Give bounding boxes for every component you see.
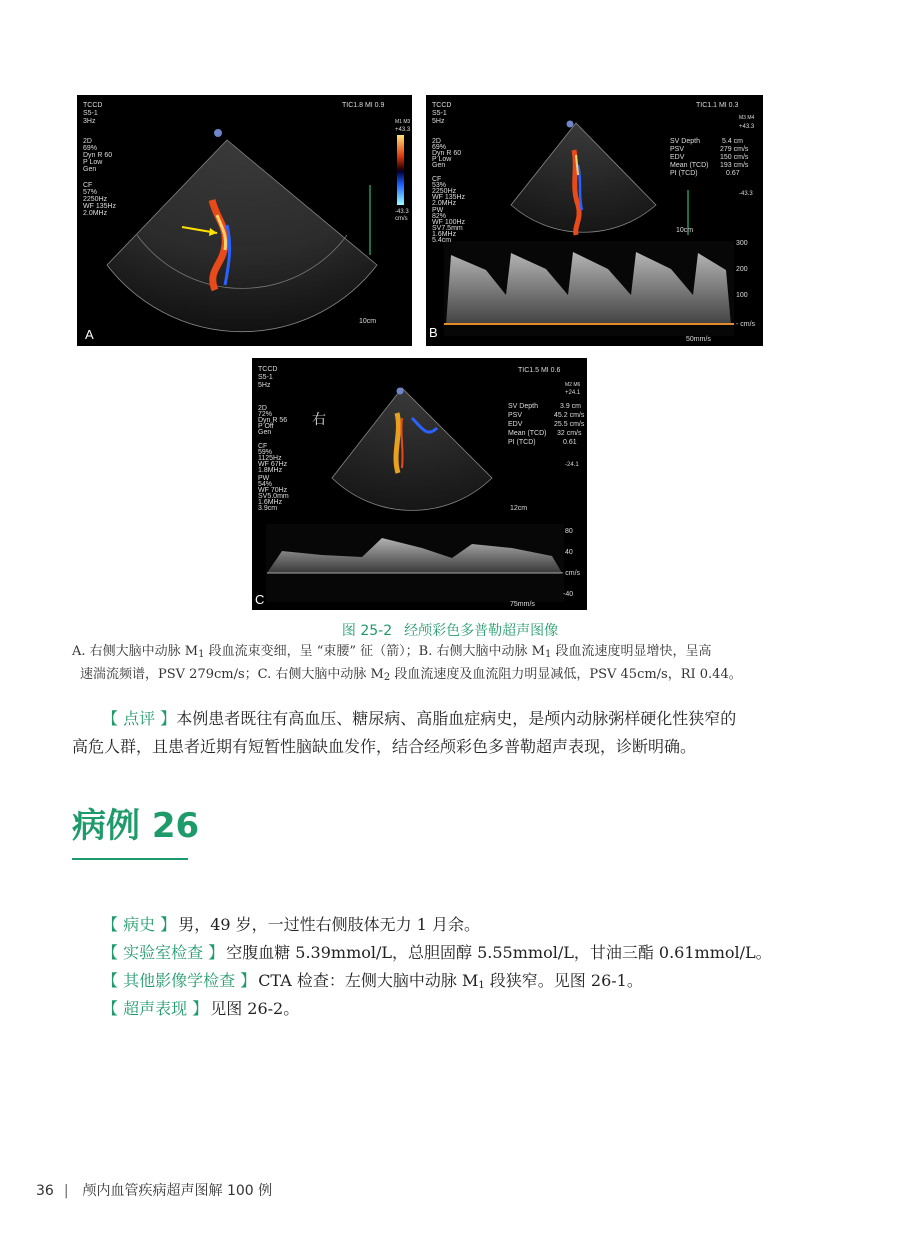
svg-text:1125Hz: 1125Hz (258, 455, 282, 462)
svg-text:PI (TCD): PI (TCD) (670, 170, 698, 177)
svg-text:82%: 82% (432, 213, 447, 220)
panel-c-params (258, 405, 289, 512)
panel-b-corner: M3 M4 (739, 115, 755, 121)
panel-b-scale-bottom: -43.3 (739, 191, 753, 197)
svg-text:3.9cm: 3.9cm (258, 505, 278, 512)
svg-text:200: 200 (736, 266, 748, 273)
svg-text:25.5 cm/s: 25.5 cm/s (554, 421, 585, 428)
panel-b-spectrum-ticks (736, 240, 756, 328)
svg-text:69%: 69% (432, 144, 447, 151)
panel-b-header-l1: TCCD (432, 102, 452, 109)
book-title: 颅内血管疾病超声图解 100 例 (82, 1183, 273, 1199)
panel-c-side-label: 右 (312, 412, 326, 428)
panel-b-sweep: 50mm/s (686, 336, 711, 343)
svg-text:CF: CF (258, 443, 268, 450)
panel-a-depth: 10cm (359, 318, 377, 325)
svg-text:P Low: P Low (83, 159, 103, 166)
imaging-sub: 1 (478, 980, 485, 991)
panel-a-image (77, 95, 412, 346)
svg-text:- cm/s: - cm/s (736, 321, 756, 328)
panel-b-scale-top: +43.3 (739, 124, 755, 130)
svg-text:P Low: P Low (432, 156, 452, 163)
svg-text:300: 300 (736, 240, 748, 247)
ultrasound-panel-b (426, 95, 763, 346)
comment-paragraph (72, 705, 792, 761)
case-title: 病例 26 (72, 806, 200, 846)
caption-l2-b: 段血流速度及血流阻力明显减低，PSV 45cm/s，RI 0.44。 (390, 667, 742, 682)
panel-c-header-l1: TCCD (258, 366, 278, 373)
panel-b-image (426, 95, 763, 346)
panel-b-measurements (670, 138, 749, 177)
svg-text:32 cm/s: 32 cm/s (557, 430, 582, 437)
case-title-underline (72, 858, 188, 860)
caption-sub-a: 1 (198, 649, 205, 660)
svg-text:WF 135Hz: WF 135Hz (83, 203, 117, 210)
svg-text:2.0MHz: 2.0MHz (83, 210, 108, 217)
caption-sub-c: 2 (383, 672, 391, 683)
svg-text:SV5.0mm: SV5.0mm (258, 493, 289, 500)
svg-text:2D: 2D (258, 405, 267, 412)
lab-text: 空腹血糖 5.39mmol/L，总胆固醇 5.55mmol/L，甘油三酯 0.61mmol/L。 (226, 943, 772, 962)
imaging-text-a: CTA 检查：左侧大脑中动脉 M (258, 971, 479, 990)
ultrasound-label: 【 超声表现 】 (102, 999, 209, 1018)
svg-text:2D: 2D (83, 138, 92, 145)
svg-text:-40: -40 (563, 591, 574, 598)
svg-text:45.2 cm/s: 45.2 cm/s (554, 412, 585, 419)
svg-text:Mean (TCD): Mean (TCD) (670, 162, 709, 169)
svg-text:2.0MHz: 2.0MHz (432, 200, 457, 207)
caption-l1-a: A. 右侧大脑中动脉 M (72, 644, 199, 659)
svg-text:WF 100Hz: WF 100Hz (432, 219, 466, 226)
svg-text:CF: CF (83, 182, 93, 189)
svg-text:193 cm/s: 193 cm/s (720, 162, 749, 169)
panel-c-sweep: 75mm/s (510, 601, 535, 608)
svg-text:279 cm/s: 279 cm/s (720, 146, 749, 153)
svg-text:Dyn R 56: Dyn R 56 (258, 417, 288, 424)
svg-text:EDV: EDV (670, 154, 685, 161)
svg-text:2D: 2D (432, 138, 441, 145)
panel-a-header-l3: 3Hz (83, 118, 96, 125)
svg-text:5.4 cm: 5.4 cm (722, 138, 744, 145)
panel-c-scale-top: +24.1 (565, 390, 581, 396)
svg-text:1.6MHz: 1.6MHz (432, 231, 457, 238)
svg-text:2250Hz: 2250Hz (432, 188, 457, 195)
panel-b-params (432, 138, 466, 244)
svg-text:SV Depth: SV Depth (508, 403, 538, 410)
svg-text:P Off: P Off (258, 423, 274, 430)
panel-c-header-l2: S5-1 (258, 374, 273, 381)
svg-text:100: 100 (736, 292, 748, 299)
svg-text:Gen: Gen (83, 166, 97, 173)
history-text: 男，49 岁，一过性右侧肢体无力 1 月余。 (178, 915, 480, 934)
panel-c-scale-bottom: -24.1 (565, 462, 579, 468)
lab-label: 【 实验室检查 】 (102, 943, 225, 962)
caption-l1-c: 段血流速度明显增快，呈高 (551, 644, 712, 659)
page-number: 36 (36, 1183, 54, 1199)
svg-text:1.6MHz: 1.6MHz (258, 499, 283, 506)
svg-text:PW: PW (258, 475, 270, 482)
panel-b-header-l2: S5-1 (432, 110, 447, 117)
panel-c-corner: M2 M6 (565, 382, 581, 388)
panel-c-header-right: TIC1.5 MI 0.6 (518, 367, 561, 374)
svg-text:59%: 59% (258, 449, 273, 456)
panel-a-scale-bottom: -43.3 (395, 209, 409, 215)
svg-text:Dyn R 60: Dyn R 60 (432, 150, 462, 157)
svg-text:Gen: Gen (258, 429, 272, 436)
svg-text:WF 67Hz: WF 67Hz (258, 461, 288, 468)
svg-text:- cm/s: - cm/s (561, 570, 581, 577)
caption-l2-a: 速湍流频谱，PSV 279cm/s；C. 右侧大脑中动脉 M (80, 667, 384, 682)
panel-b-depth: 10cm (676, 227, 694, 234)
panel-a-scale-unit: cm/s (395, 216, 408, 222)
svg-text:80: 80 (565, 528, 573, 535)
panel-c-image (252, 358, 587, 610)
figure-caption-title (0, 620, 900, 640)
svg-text:54%: 54% (258, 481, 273, 488)
svg-text:72%: 72% (258, 411, 273, 418)
svg-text:SV Depth: SV Depth (670, 138, 700, 145)
svg-text:WF 70Hz: WF 70Hz (258, 487, 288, 494)
history-line (102, 912, 480, 938)
figure-caption-line-1 (72, 641, 772, 666)
imaging-text-b: 段狭窄。见图 26-1。 (484, 971, 643, 990)
svg-text:SV7.5mm: SV7.5mm (432, 225, 463, 232)
svg-text:CF: CF (432, 176, 442, 183)
svg-text:WF 135Hz: WF 135Hz (432, 194, 466, 201)
panel-a-scale-top: +43.3 (395, 127, 411, 133)
svg-text:PI (TCD): PI (TCD) (508, 439, 536, 446)
svg-text:Dyn R 60: Dyn R 60 (83, 152, 113, 159)
ultrasound-panel-c (252, 358, 587, 610)
imaging-label: 【 其他影像学检查 】 (102, 971, 257, 990)
panel-b-letter: B (429, 325, 438, 340)
ultrasound-text: 见图 26-2。 (210, 999, 300, 1018)
panel-c-header-l3: 5Hz (258, 382, 271, 389)
svg-text:2250Hz: 2250Hz (83, 196, 108, 203)
figure-number: 图 25-2 (341, 623, 393, 639)
ultrasound-panel-a (77, 95, 412, 346)
svg-text:53%: 53% (432, 182, 447, 189)
svg-text:EDV: EDV (508, 421, 523, 428)
svg-text:PSV: PSV (508, 412, 523, 419)
svg-text:PW: PW (432, 207, 444, 214)
svg-text:5.4cm: 5.4cm (432, 237, 452, 244)
comment-line-1: 本例患者既往有高血压、糖尿病、高脂血症病史，是颅内动脉粥样硬化性狭窄的 (176, 709, 737, 728)
panel-a-params (83, 138, 117, 217)
panel-b-header-right: TIC1.1 MI 0.3 (696, 102, 739, 109)
comment-line-2: 高危人群，且患者近期有短暂性脑缺血发作，结合经颅彩色多普勒超声表现，诊断明确。 (72, 737, 697, 756)
svg-text:Gen: Gen (432, 162, 446, 169)
caption-sub-b: 1 (544, 649, 552, 660)
comment-label: 【 点评 】 (102, 709, 177, 728)
svg-text:57%: 57% (83, 189, 98, 196)
page-footer (36, 1180, 272, 1200)
svg-text:Mean (TCD): Mean (TCD) (508, 430, 547, 437)
panel-c-measurements (508, 403, 585, 446)
ultrasound-line (102, 996, 299, 1022)
caption-l1-b: 段血流束变细，呈 “束腰” 征（箭）；B. 右侧大脑中动脉 M (204, 644, 545, 659)
panel-c-depth: 12cm (510, 505, 528, 512)
imaging-line (102, 968, 643, 999)
svg-text:0.61: 0.61 (563, 439, 577, 446)
panel-a-corner: M1 M3 (395, 119, 411, 125)
panel-a-header-l2: S5-1 (83, 110, 98, 117)
svg-text:PSV: PSV (670, 146, 685, 153)
panel-a-header-right: TIC1.8 MI 0.9 (342, 102, 385, 109)
figure-caption-line-2 (80, 664, 780, 689)
svg-text:3.9 cm: 3.9 cm (560, 403, 582, 410)
svg-text:69%: 69% (83, 145, 98, 152)
panel-b-header-l3: 5Hz (432, 118, 445, 125)
history-label: 【 病史 】 (102, 915, 177, 934)
footer-separator: | (63, 1183, 69, 1199)
svg-text:1.8MHz: 1.8MHz (258, 467, 283, 474)
panel-a-letter: A (85, 327, 94, 342)
figure-title: 经颅彩色多普勒超声图像 (404, 623, 559, 639)
panel-c-letter: C (255, 592, 265, 607)
svg-text:150 cm/s: 150 cm/s (720, 154, 749, 161)
svg-text:40: 40 (565, 549, 573, 556)
panel-a-header-l1: TCCD (83, 102, 103, 109)
lab-line (102, 940, 772, 966)
svg-text:0.67: 0.67 (726, 170, 740, 177)
